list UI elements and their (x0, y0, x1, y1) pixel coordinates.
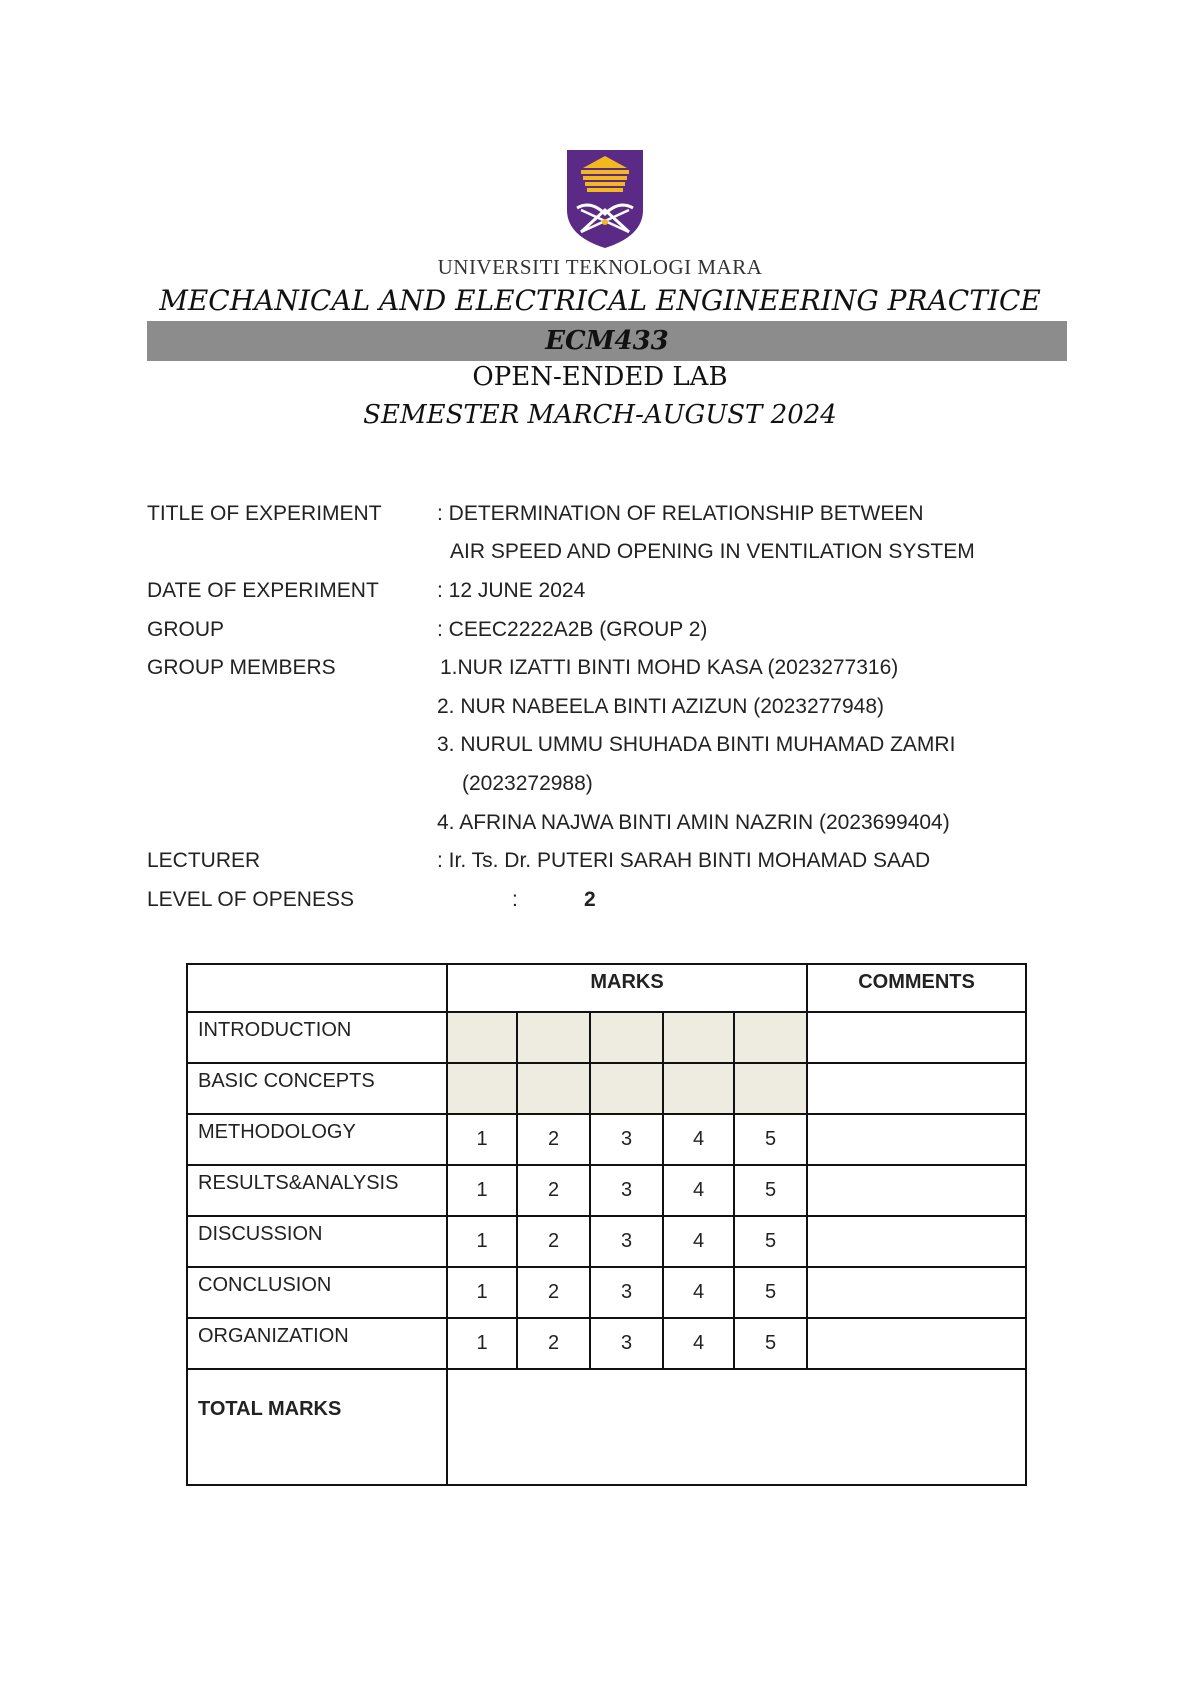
title-value-line1: : DETERMINATION OF RELATIONSHIP BETWEEN (437, 502, 924, 525)
score-cell: 5 (734, 1267, 807, 1318)
openness-value: 2 (584, 888, 596, 911)
table-header-row (187, 964, 1026, 1012)
university-name: UNIVERSITI TEKNOLOGI MARA (437, 255, 763, 279)
criterion-cell: CONCLUSION (187, 1267, 447, 1318)
criterion-cell: METHODOLOGY (187, 1114, 447, 1165)
openness-label: LEVEL OF OPENESS (147, 888, 354, 911)
total-marks-label: TOTAL MARKS (187, 1369, 447, 1485)
score-cell: 3 (590, 1318, 663, 1369)
criterion-cell: ORGANIZATION (187, 1318, 447, 1369)
score-cell: 2 (517, 1216, 590, 1267)
score-cell: 5 (734, 1114, 807, 1165)
table-row (187, 1267, 1026, 1318)
score-cell: 3 (590, 1114, 663, 1165)
comment-cell (807, 1318, 1026, 1369)
table-row (187, 1216, 1026, 1267)
score-cell (590, 1012, 663, 1063)
marks-table (186, 963, 1027, 1486)
score-cell: 3 (590, 1165, 663, 1216)
openness-colon: : (512, 888, 518, 911)
comment-cell (807, 1114, 1026, 1165)
score-cell (590, 1063, 663, 1114)
score-cell: 4 (663, 1216, 734, 1267)
member-item: 4. AFRINA NAJWA BINTI AMIN NAZRIN (2023699404) (437, 811, 950, 834)
university-logo (565, 148, 645, 250)
table-row (187, 1165, 1026, 1216)
score-cell: 5 (734, 1165, 807, 1216)
score-cell (663, 1012, 734, 1063)
score-cell: 2 (517, 1267, 590, 1318)
score-cell (517, 1012, 590, 1063)
criterion-cell: DISCUSSION (187, 1216, 447, 1267)
score-cell (734, 1012, 807, 1063)
total-marks-cell (447, 1369, 1026, 1485)
score-cell: 1 (447, 1318, 517, 1369)
header-blank-cell (187, 964, 447, 1012)
score-cell: 1 (447, 1165, 517, 1216)
semester: SEMESTER MARCH-AUGUST 2024 (363, 400, 837, 430)
criterion-cell: BASIC CONCEPTS (187, 1063, 447, 1114)
title-value-line2: AIR SPEED AND OPENING IN VENTILATION SYSTEM (450, 540, 975, 563)
criterion-cell: RESULTS&ANALYSIS (187, 1165, 447, 1216)
score-cell: 4 (663, 1318, 734, 1369)
score-cell: 4 (663, 1114, 734, 1165)
member-item: (2023272988) (462, 772, 593, 795)
score-cell: 5 (734, 1318, 807, 1369)
total-row (187, 1369, 1026, 1485)
score-cell: 4 (663, 1165, 734, 1216)
score-cell: 2 (517, 1318, 590, 1369)
score-cell: 2 (517, 1114, 590, 1165)
course-title: MECHANICAL AND ELECTRICAL ENGINEERING PRACTICE (159, 284, 1041, 317)
score-cell (734, 1063, 807, 1114)
criterion-cell: INTRODUCTION (187, 1012, 447, 1063)
member-item: 3. NURUL UMMU SHUHADA BINTI MUHAMAD ZAMRI (437, 733, 956, 756)
course-code-bar: ECM433 (147, 321, 1067, 361)
score-cell: 4 (663, 1267, 734, 1318)
uitm-crest-icon (565, 148, 645, 250)
score-cell: 2 (517, 1165, 590, 1216)
score-cell: 3 (590, 1216, 663, 1267)
group-label: GROUP (147, 618, 225, 641)
title-label: TITLE OF EXPERIMENT (147, 502, 382, 525)
score-cell (663, 1063, 734, 1114)
comment-cell (807, 1165, 1026, 1216)
score-cell: 1 (447, 1114, 517, 1165)
member-item: 1.NUR IZATTI BINTI MOHD KASA (2023277316) (440, 656, 899, 679)
table-row (187, 1063, 1026, 1114)
group-value: : CEEC2222A2B (GROUP 2) (437, 618, 708, 641)
lecturer-label: LECTURER (147, 849, 261, 872)
header-comments: COMMENTS (807, 964, 1026, 1012)
score-cell (447, 1063, 517, 1114)
score-cell: 3 (590, 1267, 663, 1318)
table-row (187, 1012, 1026, 1063)
table-row (187, 1318, 1026, 1369)
date-label: DATE OF EXPERIMENT (147, 579, 379, 602)
table-row (187, 1114, 1026, 1165)
member-item: 2. NUR NABEELA BINTI AZIZUN (2023277948) (437, 695, 885, 718)
lab-type: OPEN-ENDED LAB (472, 362, 728, 392)
header-marks: MARKS (447, 964, 807, 1012)
members-label: GROUP MEMBERS (147, 656, 336, 679)
score-cell: 1 (447, 1267, 517, 1318)
comment-cell (807, 1267, 1026, 1318)
score-cell (517, 1063, 590, 1114)
score-cell: 5 (734, 1216, 807, 1267)
comment-cell (807, 1216, 1026, 1267)
score-cell: 1 (447, 1216, 517, 1267)
lecturer-value: : Ir. Ts. Dr. PUTERI SARAH BINTI MOHAMAD SAAD (437, 849, 931, 872)
date-value: : 12 JUNE 2024 (437, 579, 586, 602)
score-cell (447, 1012, 517, 1063)
comment-cell (807, 1012, 1026, 1063)
comment-cell (807, 1063, 1026, 1114)
